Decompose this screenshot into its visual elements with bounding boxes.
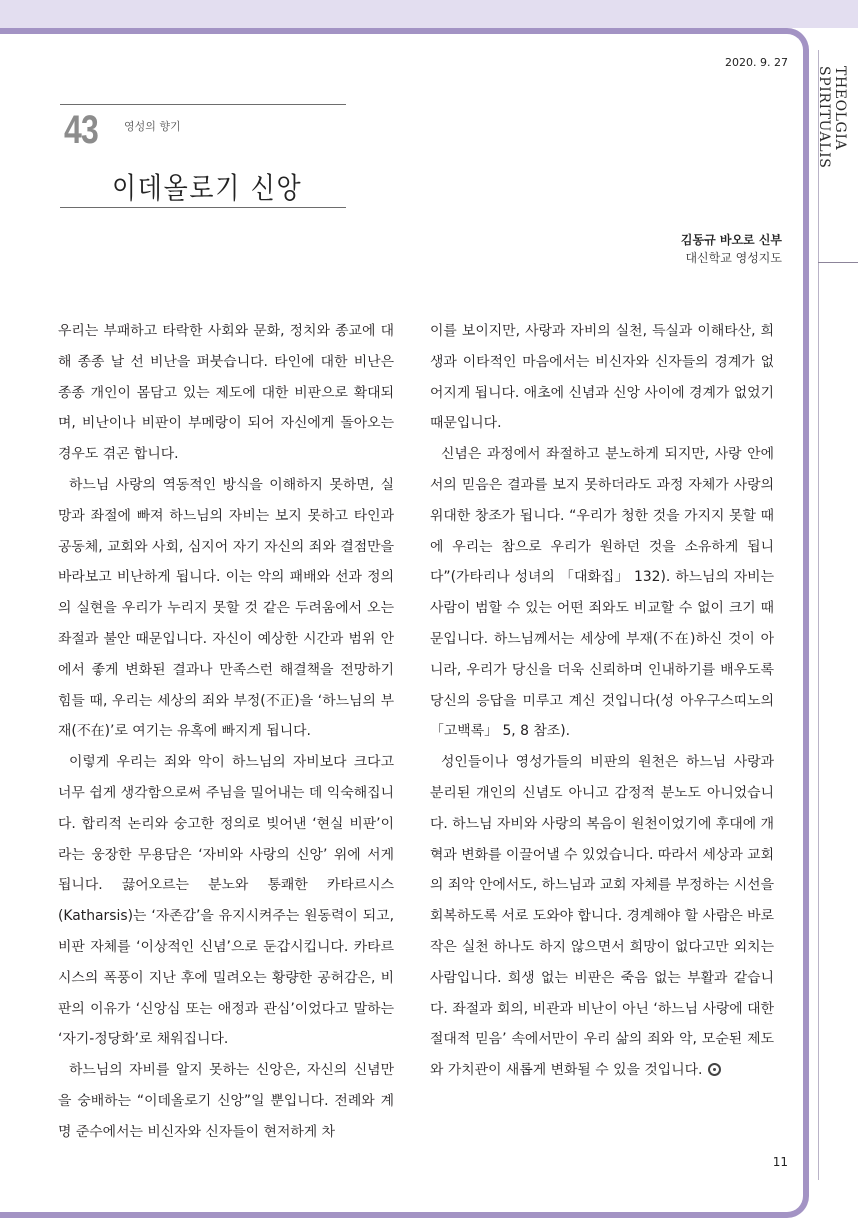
paragraph: 하느님의 자비를 알지 못하는 신앙은, 자신의 신념만을 숭배하는 “이데올로기 신앙”일 뿐입니다. 전례와 계명 준수에서는 비신자와 신자들이 현저하게 차 xyxy=(58,1062,394,1140)
paragraph: 하느님 사랑의 역동적인 방식을 이해하지 못하면, 실망과 좌절에 빠져 하느님의 자비는 보지 못하고 타인과 공동체, 교회와 사회, 심지어 자기 자신의 죄와 결점만을 바라보고 비난하게 됩니다. 이는 악의 패배와 선과 정의의 실현을 우리가 누리지 못할 것 같은 두려움에서 오는 좌절과 불안 때문입니다. 자신이 예상한 시간과 범위 안에서 좋게 변화된 결과나 만족스런 해결책을 전망하기 힘들 때, 우리는 세상의 죄와 부정(不正)을 ‘하느님의 부재(不在)’로 여기는 유혹에 빠지게 됩니다. xyxy=(58,476,394,740)
paragraph: 이렇게 우리는 죄와 악이 하느님의 자비보다 크다고 너무 쉽게 생각함으로써 주님을 밀어내는 데 익숙해집니다. 합리적 논리와 숭고한 정의로 빚어낸 ‘현실 비판’이라는 웅장한 무용담은 ‘자비와 사랑의 신앙’ 위에 서게 됩니다. 끓어오르는 분노와 통쾌한 카타르시스(Katharsis)는 ‘자존감’을 유지시켜주는 원동력이 되고, 비판 자체를 ‘이상적인 신념’으로 둔갑시킵니다. 카타르시스의 폭풍이 지난 후에 밀려오는 황량한 공허감은, 비판의 이유가 ‘신앙심 또는 애정과 관심’이었다고 말하는 ‘자기-정당화’로 채워집니다. xyxy=(58,754,394,1048)
right-column xyxy=(430,316,774,1086)
paragraph: 우리는 부패하고 타락한 사회와 문화, 정치와 종교에 대해 종종 날 선 비난을 퍼붓습니다. 타인에 대한 비난은 종종 개인이 몸담고 있는 제도에 대한 비판으로 확대되며, 비난이나 비판이 부메랑이 되어 자신에게 돌아오는 경우도 겪곤 합니다. xyxy=(58,323,394,463)
paragraph-text: 성인들이나 영성가들의 비판의 원천은 하느님 사랑과 분리된 개인의 신념도 아니고 감정적 분노도 아니었습니다. 하느님 자비와 사랑의 복음이 원천이었기에 후대에 개혁과 변화를 이끌어낼 수 있었습니다. 따라서 세상과 교회의 죄악 안에서도, 하느님과 교회 자체를 부정하는 시선을 회복하도록 서로 도와야 합니다. 경계해야 할 사람은 바로 작은 실천 하나도 하지 않으면서 희망이 없다고만 외치는 사람입니다. 희생 없는 비판은 죽음 없는 부활과 같습니다. 좌절과 회의, 비관과 비난이 아닌 ‘하느님 사랑에 대한 절대적 믿음’ 속에서만이 우리 삶의 죄와 악, 모순된 제도와 가치관이 새롭게 변화될 수 있을 것입니다. xyxy=(430,754,774,1079)
end-mark-icon xyxy=(708,1063,721,1076)
author-role: 대신학교 영성지도 xyxy=(685,251,782,265)
page-number: 11 xyxy=(772,1155,788,1169)
author-block xyxy=(681,231,782,267)
side-divider xyxy=(818,50,819,1180)
issue-number: 43 xyxy=(64,108,98,152)
author-name: 김동규 바오로 신부 xyxy=(680,233,782,247)
left-column xyxy=(58,316,394,1148)
series-name: 영성의 향기 xyxy=(124,120,181,133)
page-title: 이데올로기 신앙 xyxy=(112,171,303,205)
paragraph: 이를 보이지만, 사랑과 자비의 실천, 득실과 이해타산, 희생과 이타적인 마음에서는 비신자와 신자들의 경계가 없어지게 됩니다. 애초에 신념과 신앙 사이에 경계가 없었기 때문입니다. xyxy=(430,323,774,432)
paragraph xyxy=(430,747,774,1086)
side-label: THEOLGIA SPIRITUALIS xyxy=(816,66,848,169)
top-band xyxy=(0,0,858,28)
paragraph: 신념은 과정에서 좌절하고 분노하게 되지만, 사랑 안에서의 믿음은 결과를 보지 못하더라도 과정 자체가 사랑의 위대한 창조가 됩니다. “우리가 청한 것을 가지지 못할 때에 우리는 참으로 우리가 원하던 것을 소유하게 됩니다”(가타리나 성녀의 「대화집」 132). 하느님의 자비는 사람이 범할 수 있는 어떤 죄와도 비교할 수 없이 크기 때문입니다. 하느님께서는 세상에 부재(不在)하신 것이 아니라, 우리가 당신을 더욱 신뢰하며 인내하기를 배우도록 당신의 응답을 미루고 계신 것입니다(성 아우구스띠노의 「고백록」 5, 8 참조). xyxy=(430,446,774,740)
header-rule-top xyxy=(60,104,346,105)
header-rule-bottom xyxy=(60,207,346,208)
side-tick xyxy=(818,262,858,263)
issue-date: 2020. 9. 27 xyxy=(725,56,788,69)
